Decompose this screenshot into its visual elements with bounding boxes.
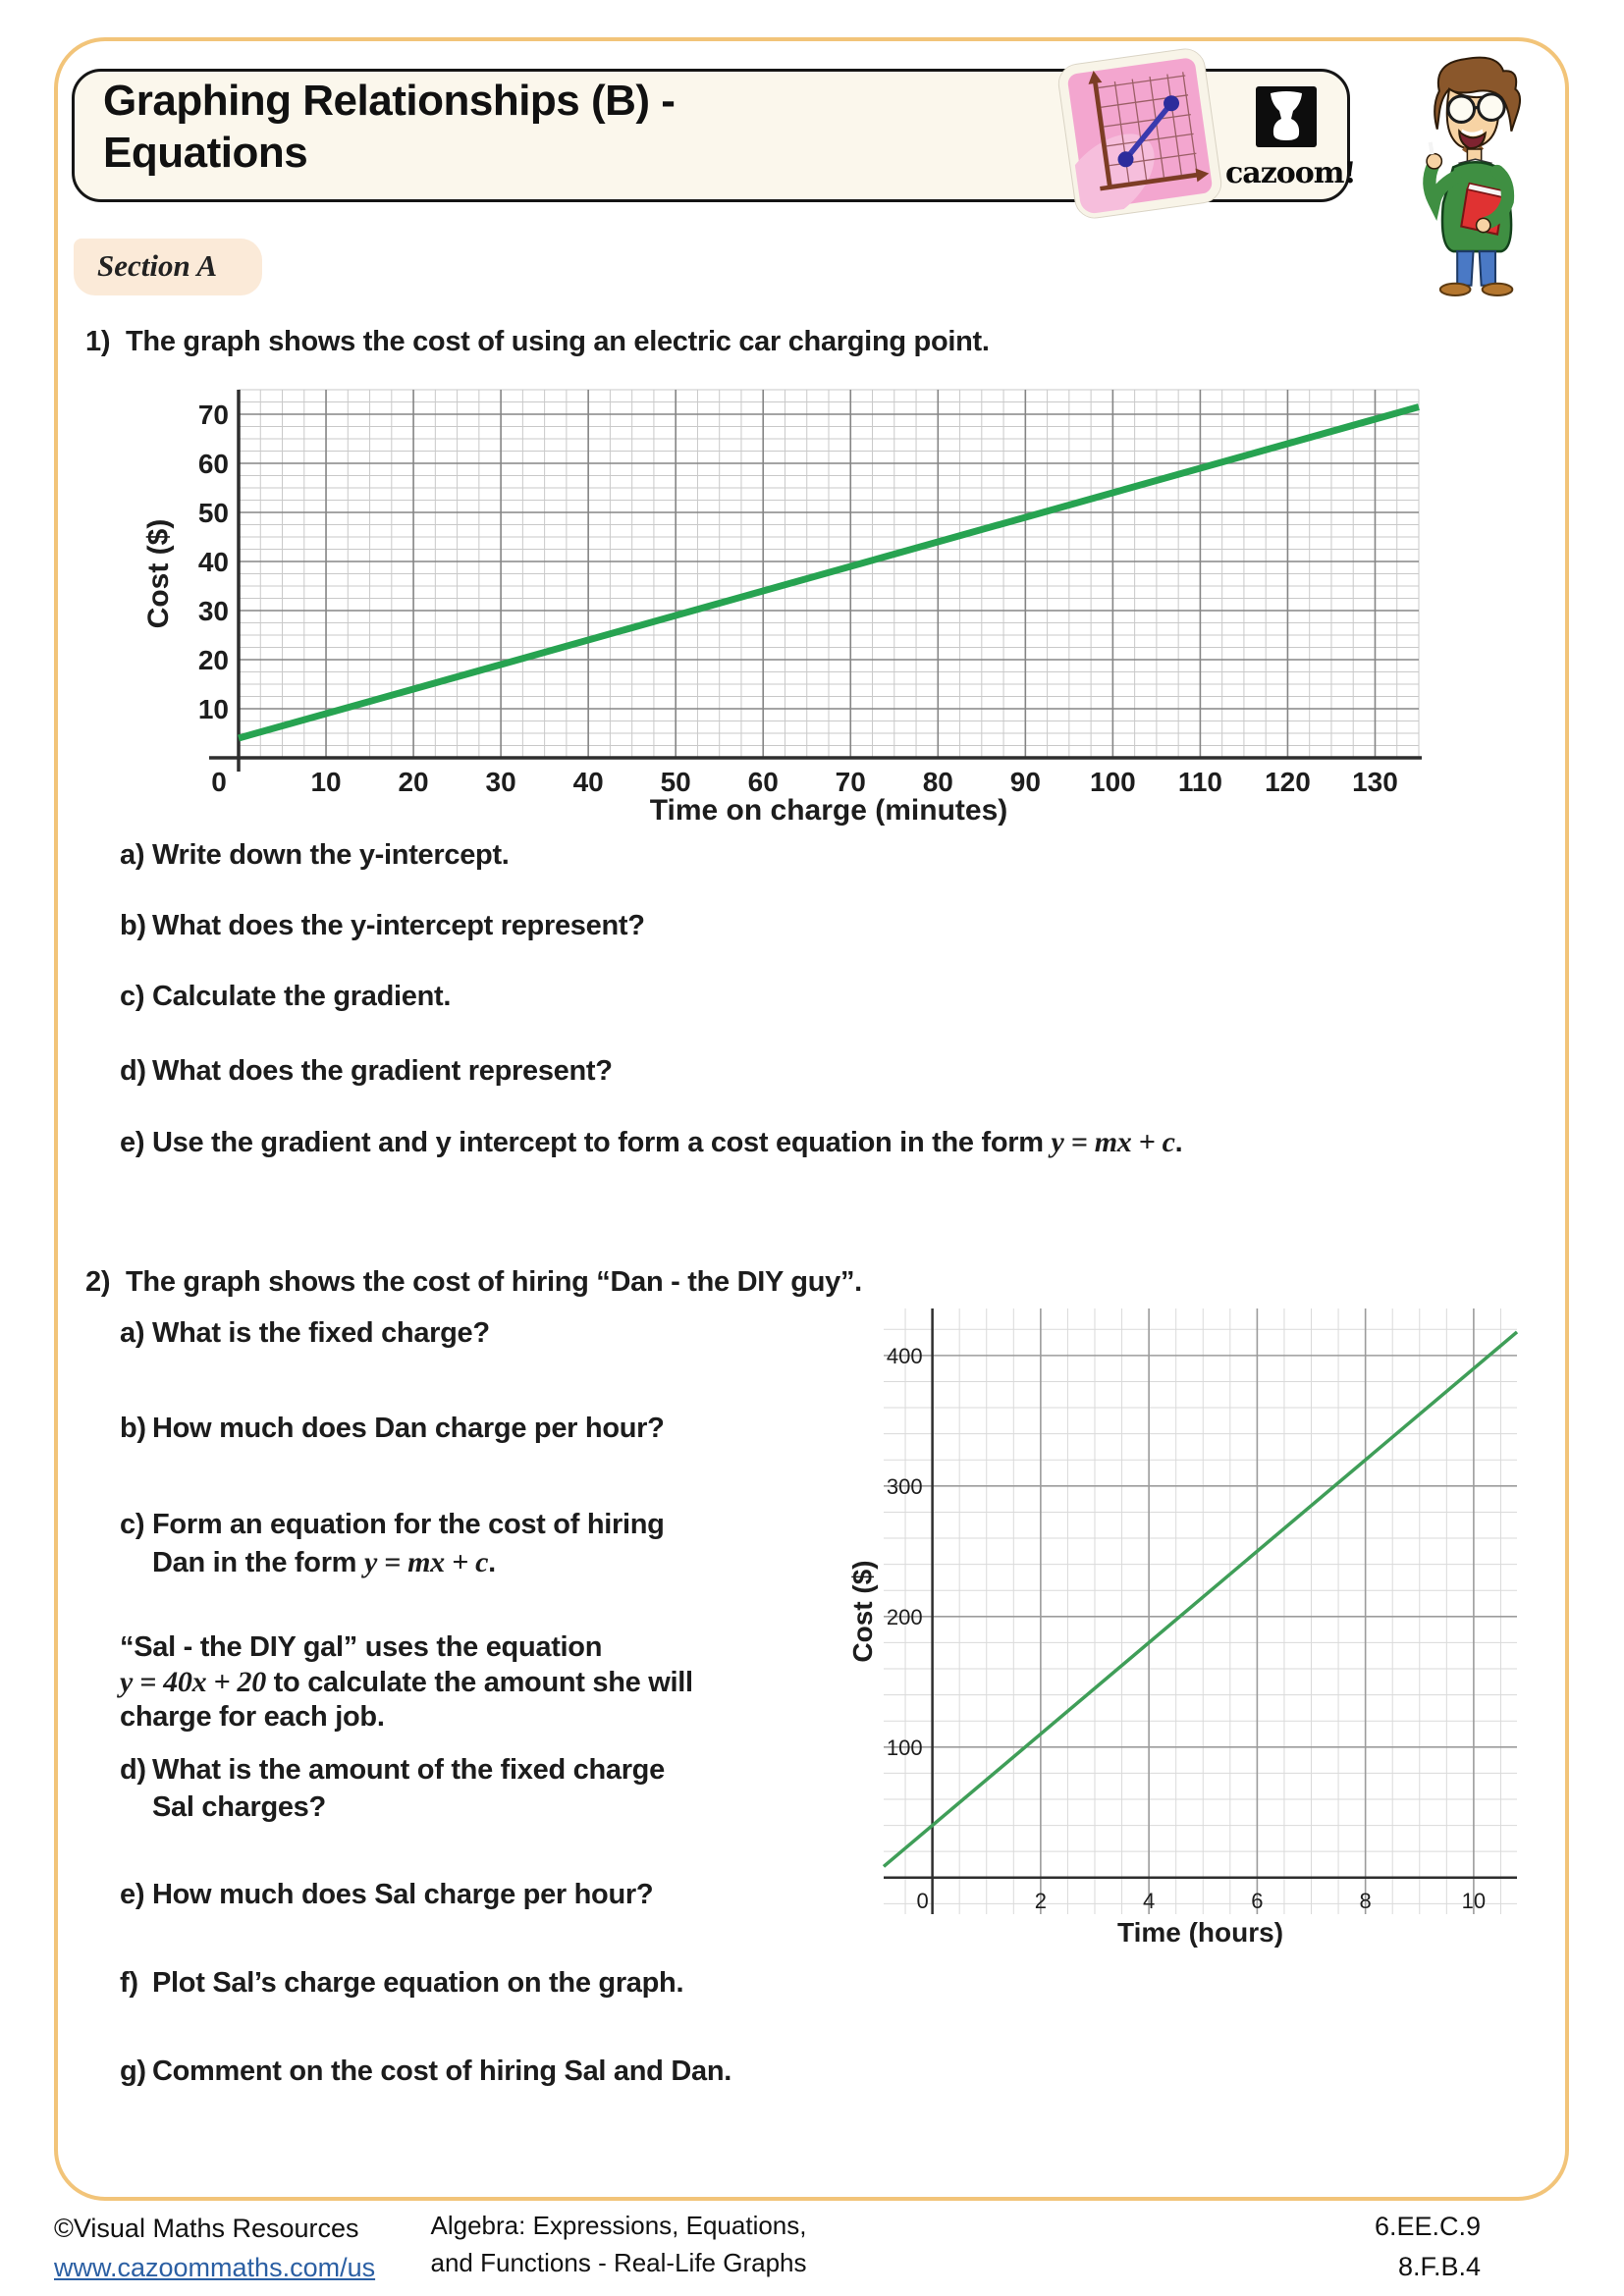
chalk [1431, 142, 1433, 154]
footer-left [54, 2209, 375, 2287]
q2-heading [85, 1266, 862, 1299]
svg-text:300: 300 [886, 1473, 923, 1499]
svg-text:8: 8 [1359, 1888, 1372, 1913]
q2-chart [842, 1294, 1536, 1981]
right-leg [1480, 251, 1495, 286]
sal-paragraph-line3: charge for each job. [120, 1701, 385, 1733]
drum-icon [1256, 86, 1317, 149]
svg-text:Time on charge (minutes): Time on charge (minutes) [649, 794, 1008, 827]
q1-prompt: The graph shows the cost of using an electric car charging point. [126, 326, 990, 357]
svg-text:4: 4 [1143, 1888, 1156, 1913]
standard-code-2: 8.F.B.4 [1397, 2252, 1481, 2281]
section-a-label: Section A [97, 248, 218, 283]
page-title-line2: Equations [103, 129, 308, 177]
q2-part-g: g) Comment on the cost of hiring Sal and Dan. [120, 2056, 731, 2087]
svg-text:Time (hours): Time (hours) [1116, 1917, 1284, 1948]
svg-text:100: 100 [1090, 767, 1136, 797]
q2-part-c: c) Form an equation for the cost of hiring [120, 1509, 665, 1540]
sal-equation: y = 40x + 20 [120, 1666, 266, 1698]
q2-part-c-line2: Dan in the form y = mx + c. [152, 1546, 496, 1578]
page-title-line1: Graphing Relationships (B) - [103, 77, 676, 125]
svg-text:Cost ($): Cost ($) [142, 518, 175, 629]
svg-text:30: 30 [485, 767, 516, 797]
svg-text:Cost ($): Cost ($) [847, 1560, 878, 1663]
q1-chart [133, 376, 1438, 832]
q1-number: 1) [85, 326, 111, 357]
svg-text:40: 40 [197, 547, 229, 577]
footer-standards [1306, 2207, 1481, 2287]
q1-heading [85, 326, 990, 358]
hand [1427, 154, 1441, 169]
svg-text:50: 50 [660, 767, 691, 797]
q1-part-e: e) Use the gradient and y intercept to form a cost equation in the form y = mx + c. [120, 1126, 1183, 1158]
copyright: ©Visual Maths Resources [54, 2214, 359, 2243]
q1-part-d: d) What does the gradient represent? [120, 1055, 613, 1087]
svg-text:110: 110 [1177, 767, 1222, 797]
brand-name: cazoom! [1225, 156, 1356, 190]
footer-subject: Algebra: Expressions, Equations, and Functions - Real-Life Graphs [430, 2211, 807, 2277]
sal-paragraph-line1: “Sal - the DIY gal” uses the equation [120, 1631, 603, 1663]
q2-number: 2) [85, 1266, 111, 1298]
q2-part-d-line2: Sal charges? [152, 1791, 326, 1823]
svg-text:200: 200 [886, 1604, 923, 1629]
svg-text:6: 6 [1251, 1888, 1264, 1913]
svg-text:120: 120 [1265, 767, 1311, 797]
q1-equation-form: y = mx + c [1051, 1126, 1175, 1158]
svg-text:0: 0 [211, 767, 227, 797]
svg-text:50: 50 [197, 498, 229, 528]
q2-part-b: b) How much does Dan charge per hour? [120, 1413, 665, 1444]
left-leg [1457, 251, 1473, 286]
q1-part-b: b) What does the y-intercept represent? [120, 910, 645, 941]
svg-text:60: 60 [197, 449, 229, 479]
svg-text:70: 70 [197, 400, 229, 430]
q2-part-d: d) What is the amount of the fixed charge [120, 1754, 665, 1786]
glasses-left [1448, 96, 1475, 123]
page-title [103, 75, 675, 179]
svg-text:400: 400 [886, 1343, 923, 1368]
cazoom-logo [1225, 86, 1356, 190]
svg-text:10: 10 [197, 694, 229, 724]
svg-text:70: 70 [835, 767, 866, 797]
teacher-cartoon-icon [1396, 51, 1548, 296]
q2-equation-form: y = mx + c [363, 1546, 489, 1578]
standard-code-1: 6.EE.C.9 [1374, 2212, 1481, 2241]
svg-text:10: 10 [1461, 1888, 1487, 1913]
svg-text:100: 100 [886, 1735, 923, 1760]
svg-text:20: 20 [398, 767, 429, 797]
q1-part-a: a) Write down the y-intercept. [120, 839, 510, 871]
sal-paragraph-line2: y = 40x + 20 to calculate the amount she will [120, 1666, 693, 1698]
svg-text:90: 90 [1009, 767, 1041, 797]
q1-part-c: c) Calculate the gradient. [120, 981, 452, 1012]
section-a-badge [74, 239, 262, 295]
svg-text:30: 30 [197, 596, 229, 626]
svg-text:0: 0 [916, 1888, 929, 1913]
svg-text:10: 10 [310, 767, 342, 797]
right-shoe [1483, 284, 1513, 295]
q2-part-a: a) What is the fixed charge? [120, 1317, 490, 1349]
svg-text:2: 2 [1034, 1888, 1047, 1913]
glasses-right [1479, 94, 1505, 121]
svg-text:80: 80 [922, 767, 953, 797]
website-link[interactable]: www.cazoommaths.com/us [54, 2253, 376, 2282]
q2-part-e: e) How much does Sal charge per hour? [120, 1879, 654, 1910]
left-shoe [1440, 284, 1471, 295]
svg-text:130: 130 [1352, 767, 1398, 797]
q2-part-f: f) Plot Sal’s charge equation on the graph. [120, 1967, 684, 1999]
graph-card-icon [1056, 45, 1225, 222]
q2-prompt: The graph shows the cost of hiring “Dan - the DIY guy”. [126, 1266, 862, 1298]
svg-text:40: 40 [572, 767, 604, 797]
svg-text:60: 60 [747, 767, 779, 797]
svg-text:20: 20 [197, 645, 229, 675]
